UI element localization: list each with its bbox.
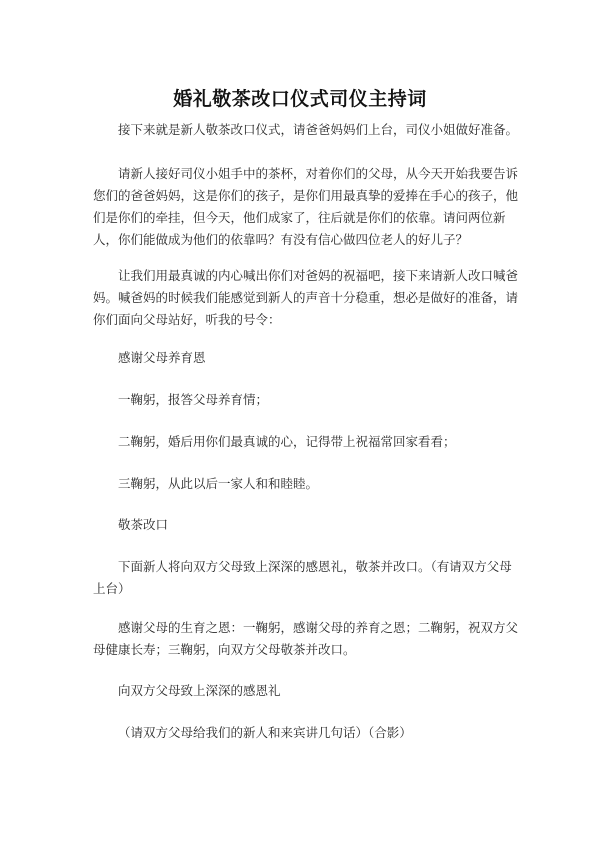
paragraph-bow-one: 一鞠躬，报答父母养育情；	[118, 392, 269, 407]
document-title: 婚礼敬茶改口仪式司仪主持词	[173, 88, 427, 110]
paragraph-blessing: 让我们用最真诚的内心喊出你们对爸妈的祝福吧，接下来请新人改口喊爸妈。喊爸妈的时候我们能感觉到新人的声音十分稳重，想必是做好的准备，请你们面向父母站好，听我的号令：	[93, 268, 519, 327]
paragraph-closing-note: （请双方父母给我们的新人和来宾讲几句话）（合影）	[118, 725, 412, 740]
heading-gratitude: 感谢父母养育恩	[118, 350, 206, 365]
paragraph-tea-cup: 请新人接好司仪小姐手中的茶杯，对着你们的父母，从今天开始我要告诉您们的爸爸妈妈，这是你们的孩子，是你们用最真挚的爱捧在手心的孩子，他们是你们的牵挂，但今天，他们成家了，往后就是你们的依靠。请问两位新人，你们能做成为他们的依靠吗？有没有信心做四位老人的好儿子？	[93, 166, 519, 247]
paragraph-parents-on-stage: 下面新人将向双方父母致上深深的感恩礼，敬茶并改口。（有请双方父母上台）	[93, 559, 512, 596]
paragraph-thanks-parents: 感谢父母的生育之恩：一鞠躬，感谢父母的养育之恩；二鞠躬，祝双方父母健康长寿；三鞠躬，向双方父母敬茶并改口。	[93, 620, 519, 657]
heading-tea-ceremony: 敬茶改口	[118, 517, 169, 532]
paragraph-bow-two: 二鞠躬，婚后用你们最真诚的心，记得带上祝福常回家看看；	[118, 434, 456, 449]
paragraph-intro: 接下来就是新人敬茶改口仪式，请爸爸妈妈们上台，司仪小姐做好准备。	[118, 122, 519, 137]
paragraph-thanks-salute: 向双方父母致上深深的感恩礼	[118, 683, 281, 698]
paragraph-bow-three: 三鞠躬，从此以后一家人和和睦睦。	[118, 476, 319, 491]
